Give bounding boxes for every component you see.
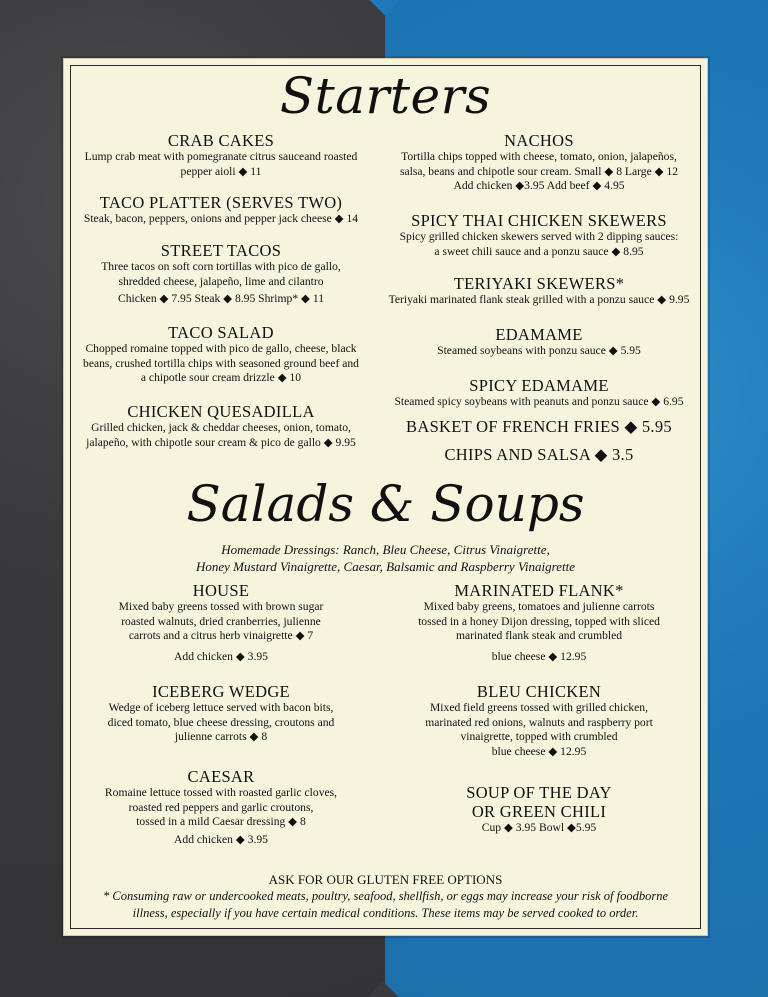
item-name: SPICY EDAMAME [469, 376, 609, 395]
menu-item-spicy-edamame [384, 376, 694, 410]
item-description: a sweet chili sauce and a ponzu sauce ◆ 8.95 [434, 244, 644, 258]
item-description: roasted red peppers and garlic croutons, [128, 800, 314, 814]
item-description: Wedge of iceberg lettuce served with bacon bits, [108, 701, 334, 714]
item-description: Spicy grilled chicken skewers served with 2 dipping sauces: [399, 230, 679, 243]
menu-item-house-salad [66, 581, 376, 664]
gluten-free-note: ASK FOR OUR GLUTEN FREE OPTIONS [268, 872, 503, 887]
consumer-warning: * Consuming raw or undercooked meats, poultry, seafood, shellfish, or eggs may increase your risk of foodborne [102, 889, 668, 903]
item-name: ICEBERG WEDGE [152, 682, 290, 701]
item-description: shredded cheese, jalapeño, lime and cilantro [118, 274, 324, 288]
menu-item-edamame [384, 325, 694, 359]
item-name: BASKET OF FRENCH FRIES ◆ 5.95 [406, 417, 672, 436]
item-description: Add chicken ◆3.95 Add beef ◆ 4.95 [453, 179, 625, 192]
menu-item-bleu-chicken [384, 682, 694, 759]
menu-footer [64, 871, 707, 922]
item-name: OR GREEN CHILI [471, 802, 607, 821]
item-description: a chipotle sour cream drizzle ◆ 10 [140, 371, 302, 384]
menu-item-crab-cakes [66, 131, 376, 179]
item-description: Chicken ◆ 7.95 Steak ◆ 8.95 Shrimp* ◆ 11 [117, 292, 324, 305]
item-description: Chopped romaine topped with pico de gallo, cheese, black [85, 342, 357, 355]
item-description: carrots and a citrus herb vinaigrette ◆ 7 [128, 629, 314, 642]
item-description: Add chicken ◆ 3.95 [174, 832, 268, 846]
dressings-note [64, 541, 707, 575]
item-description: Add chicken ◆ 3.95 [174, 649, 268, 663]
item-description: Romaine lettuce tossed with roasted garlic cloves, [104, 786, 338, 799]
menu-item-caesar [66, 767, 376, 847]
item-description: tossed in a mild Caesar dressing ◆ 8 [136, 815, 306, 828]
item-name: CRAB CAKES [167, 131, 275, 150]
dressings-line: Honey Mustard Vinaigrette, Caesar, Balsamic and Raspberry Vinaigrette [196, 559, 575, 574]
item-description: Cup ◆ 3.95 Bowl ◆5.95 [481, 821, 597, 834]
menu-item-taco-salad [66, 323, 376, 386]
item-description: diced tomato, blue cheese dressing, croutons and [107, 715, 335, 729]
item-description: jalapeño, with chipotle sour cream & pico de gallo ◆ 9.95 [86, 435, 356, 449]
menu-item-marinated-flank [384, 581, 694, 664]
item-description: roasted walnuts, dried cranberries, julienne [121, 614, 321, 628]
item-description: beans, crushed tortilla chips with seasoned ground beef and [83, 356, 359, 370]
salads-soups-heading: Salads & Soups [186, 475, 585, 533]
starters-heading: Starters [279, 67, 492, 125]
item-description: Tortilla chips topped with cheese, tomato, onion, jalapeños, [401, 150, 677, 163]
item-name: TERIYAKI SKEWERS* [453, 274, 625, 293]
item-name: TACO SALAD [168, 323, 274, 342]
menu-item-chips-and-salsa [384, 445, 694, 464]
item-name: HOUSE [192, 581, 250, 600]
item-description: julienne carrots ◆ 8 [174, 730, 268, 743]
menu-item-taco-platter [66, 193, 376, 227]
item-description: Steamed soybeans with ponzu sauce ◆ 5.95 [437, 344, 641, 357]
item-name: BLEU CHICKEN [476, 682, 602, 701]
menu-item-street-tacos [66, 241, 376, 307]
menu-item-chicken-quesadilla [66, 402, 376, 450]
item-description: Grilled chicken, jack & cheddar cheeses, onion, tomato, [91, 421, 351, 434]
menu-item-teriyaki-skewers [384, 274, 694, 308]
item-name: MARINATED FLANK* [454, 581, 624, 600]
item-description: blue cheese ◆ 12.95 [491, 744, 587, 758]
item-name: SOUP OF THE DAY [466, 783, 612, 802]
item-description: Lump crab meat with pomegranate citrus sauceand roasted [84, 150, 358, 163]
item-description: salsa, beans and chipotle sour cream. Small ◆ 8 Large ◆ 12 [399, 164, 679, 178]
item-description: Three tacos on soft corn tortillas with pico de gallo, [101, 260, 341, 273]
item-description: Steak, bacon, peppers, onions and pepper jack cheese ◆ 14 [83, 212, 359, 225]
dressings-line: Homemade Dressings: Ranch, Bleu Cheese, Citrus Vinaigrette, [221, 542, 550, 557]
menu-item-spicy-thai-chicken-skewers [384, 211, 694, 259]
item-name: CHICKEN QUESADILLA [127, 402, 315, 421]
item-name: CAESAR [187, 767, 255, 786]
menu-item-iceberg-wedge [66, 682, 376, 745]
item-description: blue cheese ◆ 12.95 [491, 649, 587, 663]
item-name: STREET TACOS [160, 241, 282, 260]
item-name: CHIPS AND SALSA ◆ 3.5 [444, 445, 634, 464]
item-description: pepper aioli ◆ 11 [180, 164, 262, 178]
item-description: tossed in a honey Dijon dressing, topped with sliced [418, 614, 660, 628]
item-description: Mixed baby greens, tomatoes and julienne carrots [423, 600, 655, 613]
menu-page [63, 58, 708, 936]
item-description: marinated flank steak and crumbled [455, 629, 623, 642]
item-name: TACO PLATTER (SERVES TWO) [99, 193, 343, 212]
item-description: Mixed field greens tossed with grilled chicken, [430, 701, 648, 714]
item-name: NACHOS [504, 131, 574, 150]
item-description: vinaigrette, topped with crumbled [460, 730, 618, 743]
menu-item-french-fries [384, 417, 694, 436]
consumer-warning: illness, especially if you have certain medical conditions. These items may be served cooked to order. [132, 906, 639, 920]
item-description: marinated red onions, walnuts and raspberry port [425, 715, 653, 729]
menu-item-nachos [384, 131, 694, 194]
item-name: SPICY THAI CHICKEN SKEWERS [411, 211, 667, 230]
menu-item-soup-of-the-day [384, 783, 694, 836]
item-name: EDAMAME [495, 325, 583, 344]
item-description: Teriyaki marinated flank steak grilled with a ponzu sauce ◆ 9.95 [388, 293, 690, 306]
item-description: Mixed baby greens tossed with brown sugar [118, 600, 324, 613]
item-description: Steamed spicy soybeans with peanuts and ponzu sauce ◆ 6.95 [394, 395, 684, 408]
